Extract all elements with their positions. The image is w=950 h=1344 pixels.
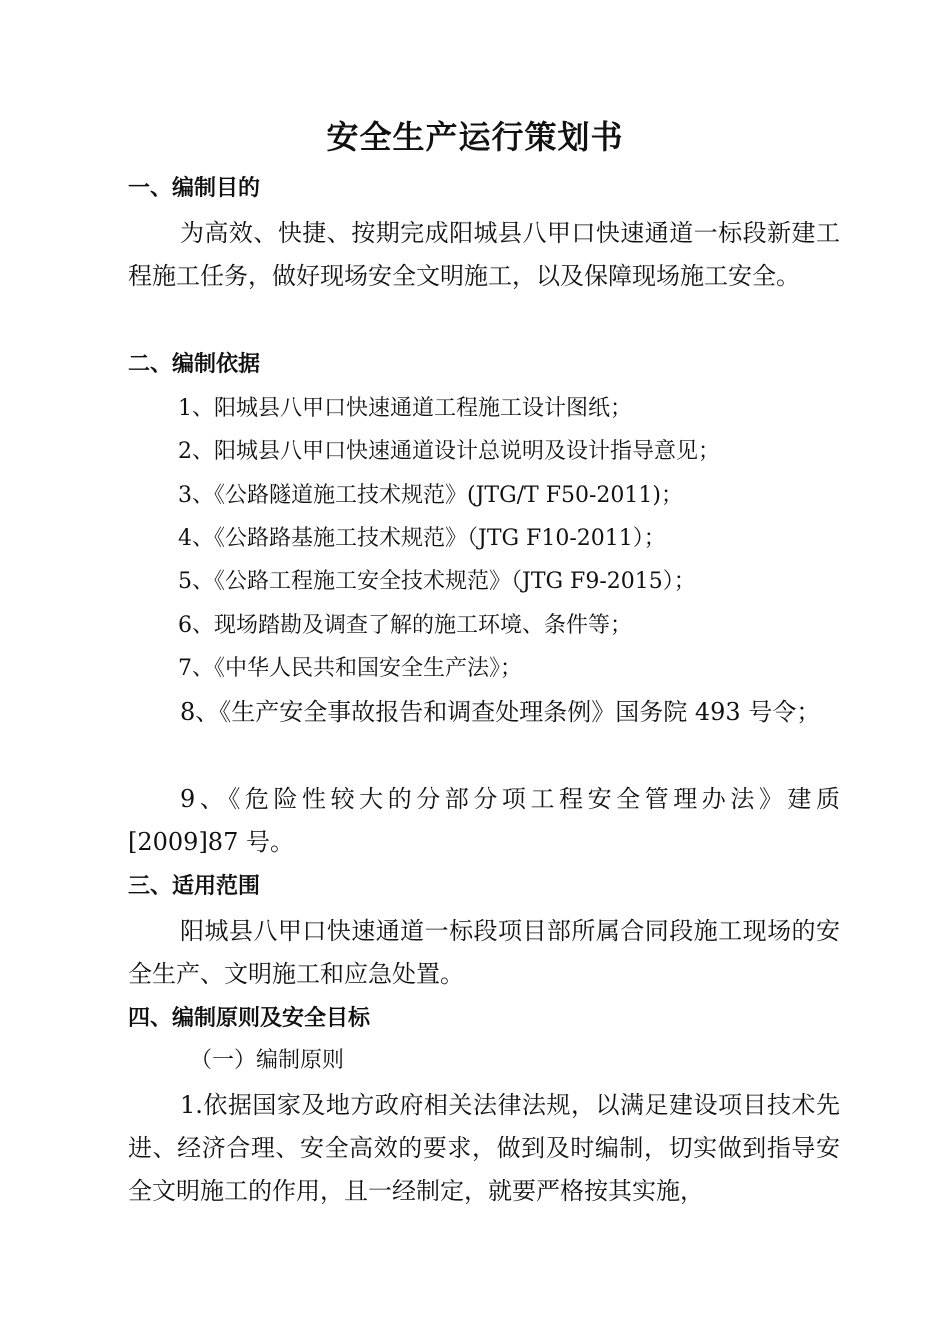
paragraph-scope: 阳城县八甲口快速通道一标段项目部所属合同段施工现场的安全生产、文明施工和应急处置。 [128,917,840,988]
basis-item-6: 6、现场踏勘及调查了解的施工环境、条件等； [178,613,632,638]
paragraph-principle-1: 1.依据国家及地方政府相关法律法规，以满足建设项目技术先进、经济合理、安全高效的要求，做到及时编制，切实做到指导安全文明施工的作用，且一经制定，就要严格按其实施， [128,1091,840,1205]
basis-item-3: 3、《公路隧道施工技术规范》(JTG/T F50-2011)； [178,483,683,508]
document-title: 安全生产运行策划书 [326,118,624,156]
basis-item-5: 5、《公路工程施工安全技术规范》（JTG F9-2015）； [178,569,696,594]
paragraph-purpose: 为高效、快捷、按期完成阳城县八甲口快速通道一标段新建工程施工任务，做好现场安全文明施工，以及保障现场施工安全。 [128,219,840,290]
basis-item-4: 4、《公路路基施工技术规范》（JTG F10-2011）； [178,526,666,551]
basis-item-1: 1、阳城县八甲口快速通道工程施工设计图纸； [178,396,632,421]
section-heading-purpose: 一、编制目的 [128,176,261,201]
basis-item-8: 8、《生产安全事故报告和调查处理条例》国务院 493 号令； [180,698,821,726]
section-heading-principles: 四、编制原则及安全目标 [128,1006,371,1031]
basis-item-7: 7、《中华人民共和国安全生产法》； [178,656,522,681]
section-heading-scope: 三、适用范围 [128,874,261,899]
basis-item-9: 9、《危险性较大的分部分项工程安全管理办法》建质[2009]87 号。 [128,785,840,856]
section-heading-basis: 二、编制依据 [128,352,261,377]
subsection-heading-principles: （一）编制原则 [190,1048,345,1073]
basis-item-2: 2、阳城县八甲口快速通道设计总说明及设计指导意见； [178,439,720,464]
